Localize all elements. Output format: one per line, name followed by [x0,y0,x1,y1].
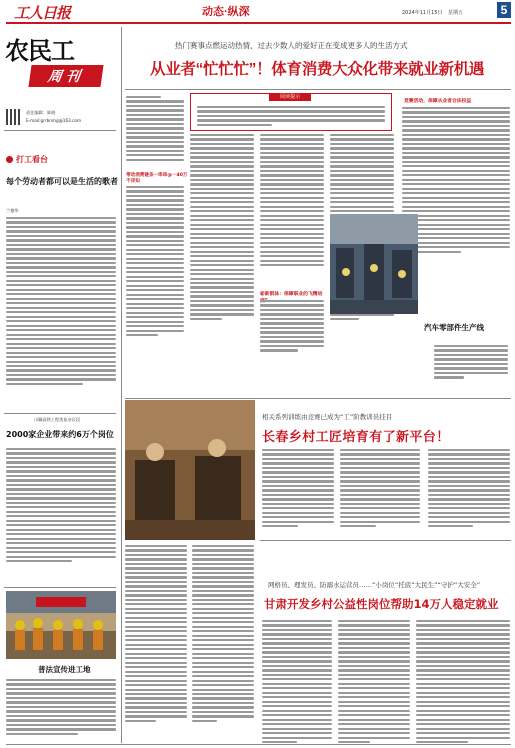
column-tag-label: 打工看台 [16,155,48,164]
lead-photo [330,214,418,314]
story3-col1 [262,620,332,743]
lead-col1 [126,96,184,161]
page-number: 5 [500,3,508,17]
story2-col1 [262,449,334,527]
story2-col0b [192,545,254,722]
editor-line: 责任编辑：陈晓 [26,110,56,115]
sidebar-photo-text [6,679,116,735]
masthead [0,0,515,26]
issue-weekday: 星期五 [448,10,464,16]
lead-side-title: 竞赛活动，保障从业者合法权益 [404,99,472,104]
newspaper-logo: 工人日报 [14,4,71,22]
column-tag-icon [6,156,13,163]
lead-col3 [260,134,324,266]
bottom-rule [6,744,511,745]
lead-headline: 从业者“忙忙忙”！体育消费大众化带来就业新机遇 [150,61,485,78]
column-tag [6,154,48,165]
issue-date: 2024年11月15日 [402,10,443,16]
story2-col3 [428,449,510,527]
lead-col2 [190,134,254,320]
lead-kicker: 热门赛事点燃运动热情，过去少数人的爱好正在变成更多人的生活方式 [175,41,408,50]
divider [125,398,511,399]
sidebar [4,27,118,743]
lead-col5 [402,107,510,253]
divider [4,413,116,414]
essay-author: 兰德华 [6,208,19,213]
reading-tip-box [190,93,392,131]
story3-kicker: 网格员、理发员、防溺水运营员……“小岗位”托底“大民生”“守护”大安全” [268,581,481,589]
news-brief-kicker: 川藏高铁工程类复杂区段 [34,417,81,422]
story2-col2 [340,449,420,527]
sidebar-photo-caption: 普法宣传进工地 [38,665,91,674]
divider [4,587,116,588]
story2-headline: 长春乡村工匠培育有了新平台！ [262,430,450,445]
lead-col1b [126,186,184,336]
lead-caption-text [434,345,508,379]
story2-kicker: 相关系列训练由竞赛已成为“工”阶教训员挂目 [262,413,393,421]
story2-col0 [125,545,187,722]
page-number-badge [497,2,511,18]
sidebar-rule [121,27,122,743]
story2-photo-1 [125,400,255,540]
reading-tip-text [197,106,385,126]
divider [125,89,511,90]
weekly-title: 农民工 [5,36,74,65]
essay-body [6,217,116,385]
section-title: 动态·纵深 [202,6,250,18]
sidebar-photo [6,591,116,659]
essay-title: 每个劳动者都可以是生活的歌者 [6,177,118,186]
news-brief-body [6,448,116,562]
weekly-badge [28,65,103,87]
story3-col2 [338,620,410,743]
weekly-badge-text: 周刊 [46,69,85,85]
lead-photo-caption: 汽车零部件生产线 [424,323,484,332]
qr-code [6,109,22,125]
lead-col3b [260,300,324,352]
masthead-rule [6,22,511,24]
lead-subhead-1: 带动消费链条一串串@一40万不详知 [126,173,188,184]
lead-subhead-2: 崭新群体：保障职业的飞精进 [260,292,323,297]
news-brief-title: 2000家企业带来约6万个岗位 [6,430,114,439]
editor-email: E-mail:grrbnmg@163.com [26,118,82,123]
divider [4,130,116,131]
divider [260,540,511,541]
story3-col3 [416,620,510,743]
story3-headline: 甘肃开发乡村公益性岗位帮助14万人稳定就业 [264,597,499,611]
reading-tip-label: 阅读提示 [269,93,311,101]
